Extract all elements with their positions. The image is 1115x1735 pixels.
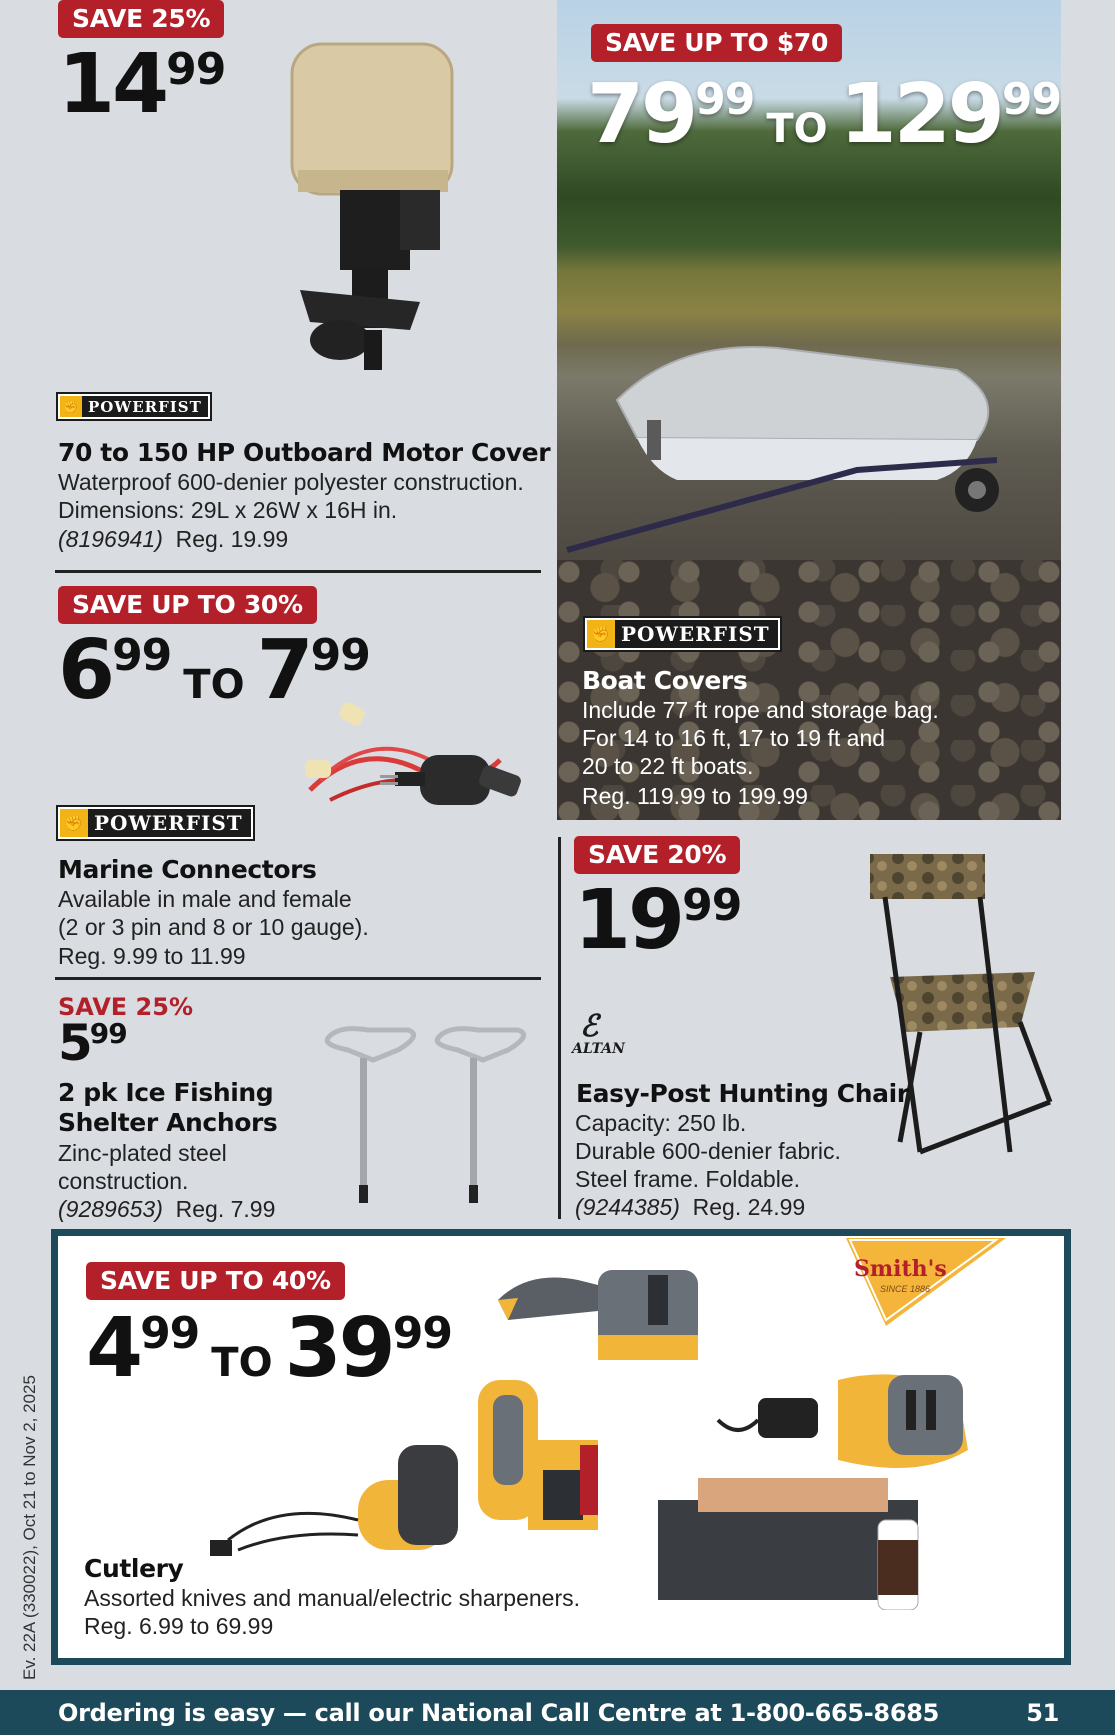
price-to-label: TO — [211, 1340, 273, 1386]
boat-covers-desc-3: 20 to 22 ft boats. — [582, 753, 754, 779]
chair-title: Easy-Post Hunting Chair — [576, 1079, 909, 1108]
page-number: 51 — [1026, 1698, 1059, 1727]
divider — [55, 570, 541, 573]
knife-sharpeners-image — [198, 1250, 998, 1610]
outboard-motor-cover-image — [270, 40, 470, 390]
cutlery-title: Cutlery — [84, 1554, 184, 1583]
chair-desc-2: Durable 600-denier fabric. — [575, 1138, 841, 1164]
motor-cover-price — [58, 37, 226, 132]
marine-connector-image — [300, 700, 550, 830]
brand-name: POWERFIST — [94, 811, 243, 835]
boat-on-trailer-image — [557, 320, 1061, 560]
altan-logo — [572, 1009, 625, 1067]
motor-cover-save-badge: SAVE 25% — [58, 0, 224, 38]
price-to-dollars: 39 — [284, 1301, 393, 1396]
price-to-dollars: 129 — [839, 67, 1002, 162]
ice-anchor-image — [318, 1020, 538, 1210]
price-to-label: TO — [766, 106, 828, 152]
fist-icon: ✊ — [60, 809, 88, 837]
brand-name: POWERFIST — [88, 397, 202, 416]
brand-name: POWERFIST — [621, 622, 770, 646]
brand-since: SINCE 1886 — [880, 1284, 931, 1294]
brand-name: ALTAN — [572, 1041, 625, 1057]
price-cents: 99 — [166, 44, 226, 95]
price-dollars: 14 — [58, 37, 167, 132]
boat-covers-save-badge: SAVE UP TO $70 — [591, 24, 842, 62]
reg-price: Reg. 24.99 — [692, 1194, 806, 1220]
cutlery-save-badge: SAVE UP TO 40% — [86, 1262, 345, 1300]
boat-covers-reg: Reg. 119.99 to 199.99 — [582, 783, 808, 809]
boat-covers-title: Boat Covers — [582, 666, 748, 695]
boat-covers-brand-logo — [585, 618, 780, 650]
price-to-cents: 99 — [310, 630, 370, 681]
connectors-save-badge: SAVE UP TO 30% — [58, 586, 317, 624]
hunting-chair-image — [860, 852, 1060, 1172]
sku: (8196941) — [58, 526, 163, 552]
price-dollars: 19 — [574, 873, 683, 968]
flyer-edition-note: Ev. 22A (330022), Oct 21 to Nov 2, 2025 — [20, 1375, 39, 1680]
price-from-dollars: 6 — [58, 623, 113, 718]
boat-covers-desc-1: Include 77 ft rope and storage bag. — [582, 697, 939, 723]
fist-icon: ✊ — [587, 620, 615, 648]
chair-price — [574, 873, 742, 968]
fist-icon: ✊ — [60, 396, 82, 417]
motor-cover-title: 70 to 150 HP Outboard Motor Cover — [58, 438, 551, 467]
anchors-save-label: SAVE 25% — [58, 993, 193, 1021]
connectors-brand-logo — [58, 807, 253, 839]
connectors-desc-1: Available in male and female — [58, 886, 352, 912]
connectors-title: Marine Connectors — [58, 855, 317, 884]
chair-desc-1: Capacity: 250 lb. — [575, 1110, 747, 1136]
sku: (9244385) — [575, 1194, 680, 1220]
price-from-cents: 99 — [140, 1308, 200, 1359]
footer-bar — [0, 1690, 1115, 1735]
anchors-title-1: 2 pk Ice Fishing — [58, 1078, 274, 1107]
price-to-cents: 99 — [392, 1308, 452, 1359]
price-cents: 99 — [89, 1017, 127, 1050]
connectors-reg: Reg. 9.99 to 11.99 — [58, 943, 246, 969]
antler-icon: ℰ — [580, 1009, 599, 1044]
anchors-title-2: Shelter Anchors — [58, 1108, 278, 1137]
price-from-cents: 99 — [695, 74, 755, 125]
chair-reg — [575, 1193, 805, 1222]
boat-covers-desc-2: For 14 to 16 ft, 17 to 19 ft and — [582, 725, 886, 751]
brand-name: Smith's — [854, 1256, 947, 1282]
chair-save-badge: SAVE 20% — [574, 836, 740, 874]
footer-call-centre-text: Ordering is easy — call our National Call Centre at 1-800-665-8685 — [58, 1698, 940, 1727]
cutlery-desc-1: Assorted knives and manual/electric sharpeners. — [84, 1585, 581, 1611]
price-from-dollars: 4 — [86, 1301, 141, 1396]
reg-price: Reg. 7.99 — [175, 1196, 276, 1222]
price-from-cents: 99 — [112, 630, 172, 681]
sku: (9289653) — [58, 1196, 163, 1222]
anchors-desc-1: Zinc-plated steel — [58, 1140, 227, 1166]
anchors-price — [58, 1014, 127, 1072]
motor-cover-desc-2: Dimensions: 29L x 26W x 16H in. — [58, 497, 398, 523]
reg-price: Reg. 19.99 — [175, 526, 289, 552]
boat-covers-section — [557, 0, 1061, 820]
anchors-reg — [58, 1195, 275, 1224]
vertical-divider — [558, 837, 561, 1219]
motor-cover-brand-logo — [58, 394, 210, 419]
cutlery-section — [51, 1229, 1071, 1665]
price-cents: 99 — [682, 880, 742, 931]
anchors-desc-2: construction. — [58, 1168, 189, 1194]
connectors-desc-2: (2 or 3 pin and 8 or 10 gauge). — [58, 914, 369, 940]
divider — [55, 977, 541, 980]
price-dollars: 5 — [58, 1014, 90, 1072]
motor-cover-desc-1: Waterproof 600-denier polyester construction. — [58, 469, 524, 495]
price-to-dollars: 7 — [256, 623, 311, 718]
chair-desc-3: Steel frame. Foldable. — [575, 1166, 801, 1192]
boat-covers-price — [587, 67, 1061, 162]
price-to-label: TO — [183, 662, 245, 708]
price-to-cents: 99 — [1001, 74, 1061, 125]
price-from-dollars: 79 — [587, 67, 696, 162]
cutlery-reg: Reg. 6.99 to 69.99 — [84, 1613, 274, 1639]
motor-cover-reg — [58, 525, 288, 554]
